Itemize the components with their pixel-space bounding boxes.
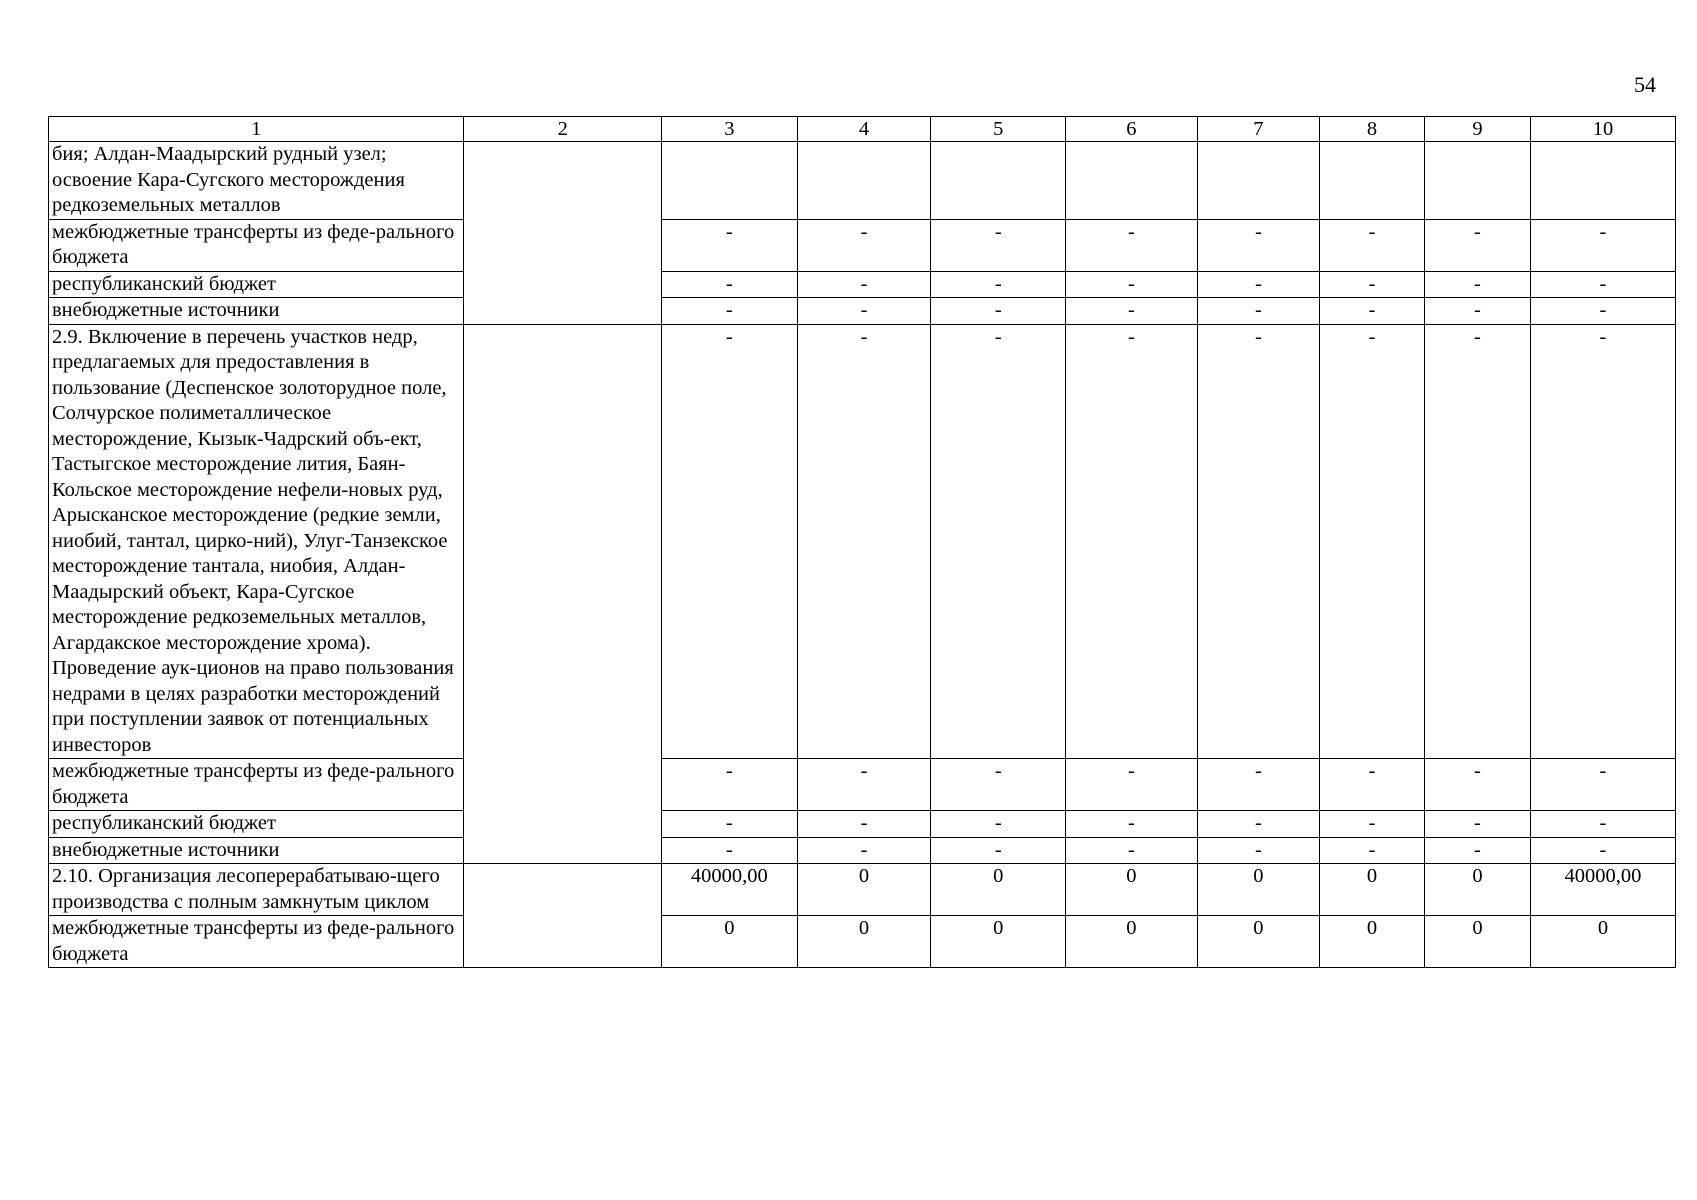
row-label: внебюджетные источники <box>49 837 464 864</box>
row-label: 2.9. Включение в перечень участков недр, предлагаемых для предоставления в пользование (Деспенское золоторудное поле, Солчурское полиметаллическое месторождение, Кызык-Чадрский объ-ект, Тастыгское месторождение лития, Баян-Кольское месторождение нефели-новых руд, Арысканское месторождение (редкие земли, ниобий, тантал, цирко-ний), Улуг-Танзекское месторождение тантала, ниобия, Алдан-Маадырский объект, Кара-Сугское месторождение редкоземельных металлов, Агардакское месторождение хрома). Проведение аук-ционов на право пользования недрами в целях разработки месторождений при поступлении заявок от потенциальных инвесторов <box>49 324 464 759</box>
value-cell: 0 <box>1066 916 1198 968</box>
value-cell: - <box>1320 298 1425 325</box>
value-cell: 0 <box>797 916 931 968</box>
value-cell: - <box>661 811 797 838</box>
column-header: 10 <box>1530 117 1675 142</box>
value-cell: 0 <box>1320 864 1425 916</box>
row-label: внебюджетные источники <box>49 298 464 325</box>
value-cell: 0 <box>797 864 931 916</box>
responsible-cell <box>464 324 661 864</box>
value-cell: - <box>1530 837 1675 864</box>
value-cell: - <box>931 759 1066 811</box>
table-row <box>49 811 1676 838</box>
value-cell: 0 <box>1320 916 1425 968</box>
table-row <box>49 271 1676 298</box>
value-cell: - <box>1197 219 1319 271</box>
value-cell: - <box>1530 298 1675 325</box>
value-cell: 0 <box>1425 864 1531 916</box>
column-header: 5 <box>931 117 1066 142</box>
column-header: 6 <box>1066 117 1198 142</box>
value-cell: - <box>931 298 1066 325</box>
table-row <box>49 298 1676 325</box>
value-cell <box>1320 142 1425 220</box>
value-cell: - <box>1066 837 1198 864</box>
table-row <box>49 916 1676 968</box>
value-cell: - <box>1530 811 1675 838</box>
value-cell: - <box>1320 324 1425 759</box>
value-cell: - <box>1530 271 1675 298</box>
column-header: 7 <box>1197 117 1319 142</box>
value-cell: - <box>931 811 1066 838</box>
table-row <box>49 759 1676 811</box>
value-cell: - <box>1197 271 1319 298</box>
row-label: республиканский бюджет <box>49 811 464 838</box>
value-cell: - <box>797 271 931 298</box>
value-cell <box>1530 142 1675 220</box>
value-cell: 0 <box>931 916 1066 968</box>
value-cell: - <box>1066 219 1198 271</box>
value-cell: - <box>1320 811 1425 838</box>
value-cell: - <box>797 759 931 811</box>
value-cell: - <box>1066 811 1198 838</box>
value-cell: - <box>1530 759 1675 811</box>
value-cell <box>1197 142 1319 220</box>
value-cell <box>1066 142 1198 220</box>
column-header: 1 <box>49 117 464 142</box>
value-cell: - <box>797 298 931 325</box>
value-cell: - <box>661 298 797 325</box>
value-cell: - <box>931 324 1066 759</box>
value-cell: - <box>661 271 797 298</box>
value-cell: - <box>1066 759 1198 811</box>
row-label: межбюджетные трансферты из феде-рального бюджета <box>49 916 464 968</box>
row-label: 2.10. Организация лесоперерабатываю-щего производства с полным замкнутым циклом <box>49 864 464 916</box>
value-cell: - <box>1425 219 1531 271</box>
value-cell <box>1425 142 1531 220</box>
row-label: межбюджетные трансферты из феде-рального бюджета <box>49 219 464 271</box>
value-cell: - <box>1066 271 1198 298</box>
value-cell: - <box>1530 324 1675 759</box>
value-cell: 0 <box>661 916 797 968</box>
row-label: республиканский бюджет <box>49 271 464 298</box>
value-cell: - <box>1530 219 1675 271</box>
value-cell: 0 <box>931 864 1066 916</box>
column-header: 8 <box>1320 117 1425 142</box>
value-cell: - <box>1425 271 1531 298</box>
value-cell: - <box>661 219 797 271</box>
value-cell: - <box>1197 837 1319 864</box>
value-cell: - <box>1425 298 1531 325</box>
value-cell: - <box>931 271 1066 298</box>
value-cell: - <box>1425 324 1531 759</box>
value-cell: 0 <box>1425 916 1531 968</box>
value-cell: - <box>797 837 931 864</box>
value-cell: - <box>931 837 1066 864</box>
value-cell: - <box>1197 759 1319 811</box>
responsible-cell <box>464 864 661 968</box>
value-cell: - <box>661 759 797 811</box>
value-cell: 0 <box>1197 916 1319 968</box>
value-cell: - <box>1066 324 1198 759</box>
value-cell <box>931 142 1066 220</box>
value-cell: - <box>1320 219 1425 271</box>
value-cell: 40000,00 <box>1530 864 1675 916</box>
value-cell: 40000,00 <box>661 864 797 916</box>
column-header: 4 <box>797 117 931 142</box>
value-cell: - <box>1425 837 1531 864</box>
value-cell: - <box>1425 759 1531 811</box>
value-cell: - <box>1197 811 1319 838</box>
table-header-row <box>49 117 1676 142</box>
page-number: 54 <box>1634 72 1656 97</box>
value-cell: 0 <box>1530 916 1675 968</box>
value-cell: - <box>661 324 797 759</box>
value-cell: - <box>797 811 931 838</box>
table-row <box>49 219 1676 271</box>
value-cell: - <box>661 837 797 864</box>
value-cell: - <box>797 324 931 759</box>
value-cell: - <box>1425 811 1531 838</box>
value-cell: - <box>931 219 1066 271</box>
table-row <box>49 864 1676 916</box>
value-cell: - <box>1197 324 1319 759</box>
column-header: 2 <box>464 117 661 142</box>
row-label: межбюджетные трансферты из феде-рального бюджета <box>49 759 464 811</box>
responsible-cell <box>464 142 661 325</box>
column-header: 9 <box>1425 117 1531 142</box>
value-cell: - <box>1320 271 1425 298</box>
value-cell: 0 <box>1197 864 1319 916</box>
table-row <box>49 324 1676 759</box>
budget-table <box>48 116 1676 968</box>
table-row <box>49 142 1676 220</box>
value-cell <box>661 142 797 220</box>
value-cell: - <box>1320 759 1425 811</box>
value-cell: - <box>1066 298 1198 325</box>
row-label: бия; Алдан-Маадырский рудный узел; освоение Кара-Сугского месторождения редкоземельных металлов <box>49 142 464 220</box>
value-cell: - <box>797 219 931 271</box>
value-cell: - <box>1197 298 1319 325</box>
column-header: 3 <box>661 117 797 142</box>
value-cell: - <box>1320 837 1425 864</box>
value-cell <box>797 142 931 220</box>
value-cell: 0 <box>1066 864 1198 916</box>
table-row <box>49 837 1676 864</box>
